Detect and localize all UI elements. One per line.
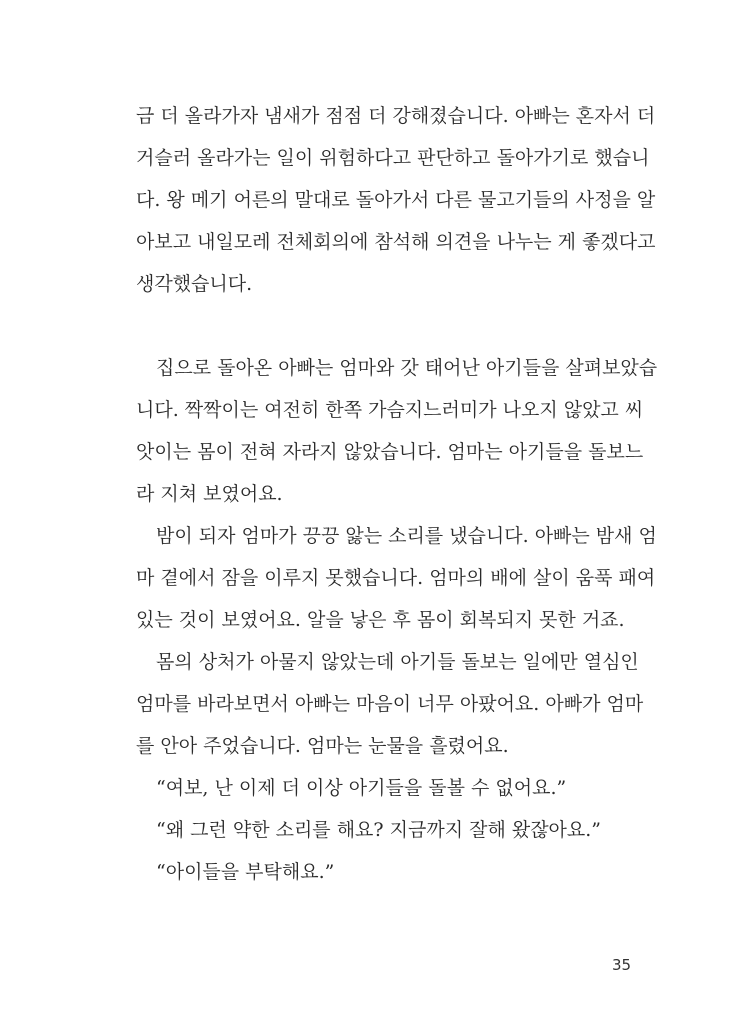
body-text-line: 거슬러 올라가는 일이 위험하다고 판단하고 돌아가기로 했습니: [136, 147, 650, 169]
body-text-line: 니다. 짝짝이는 여전히 한쪽 가슴지느러미가 나오지 않았고 씨: [136, 399, 644, 421]
dialogue-line: “왜 그런 약한 소리를 해요? 지금까지 잘해 왔잖아요.”: [156, 819, 602, 841]
body-text-line: 금 더 올라가자 냄새가 점점 더 강해졌습니다. 아빠는 혼자서 더: [136, 105, 656, 127]
body-text-line: 라 지쳐 보였어요.: [136, 483, 283, 505]
body-text-line: 아보고 내일모레 전체회의에 참석해 의견을 나누는 게 좋겠다고: [136, 231, 656, 253]
body-text-line: 밤이 되자 엄마가 끙끙 앓는 소리를 냈습니다. 아빠는 밤새 엄: [156, 525, 657, 547]
dialogue-line: “여보, 난 이제 더 이상 아기들을 돌볼 수 없어요.”: [156, 777, 567, 799]
body-text-line: 를 안아 주었습니다. 엄마는 눈물을 흘렸어요.: [136, 735, 509, 757]
page-number: 35: [612, 956, 632, 974]
body-text-line: 생각했습니다.: [136, 273, 253, 295]
body-text-line: 마 곁에서 잠을 이루지 못했습니다. 엄마의 배에 살이 움푹 패여: [136, 567, 656, 589]
body-text-line: 앗이는 몸이 전혀 자라지 않았습니다. 엄마는 아기들을 돌보느: [136, 441, 644, 463]
body-text-line: 엄마를 바라보면서 아빠는 마음이 너무 아팠어요. 아빠가 엄마: [136, 693, 644, 715]
body-text-line: 다. 왕 메기 어른의 말대로 돌아가서 다른 물고기들의 사정을 알: [136, 189, 656, 211]
body-text-line: 있는 것이 보였어요. 알을 낳은 후 몸이 회복되지 못한 거죠.: [136, 609, 625, 631]
body-text-line: 몸의 상처가 아물지 않았는데 아기들 돌보는 일에만 열심인: [156, 651, 639, 673]
body-text-line: 집으로 돌아온 아빠는 엄마와 갓 태어난 아기들을 살펴보았습: [156, 357, 658, 379]
dialogue-line: “아이들을 부탁해요.”: [156, 861, 335, 883]
